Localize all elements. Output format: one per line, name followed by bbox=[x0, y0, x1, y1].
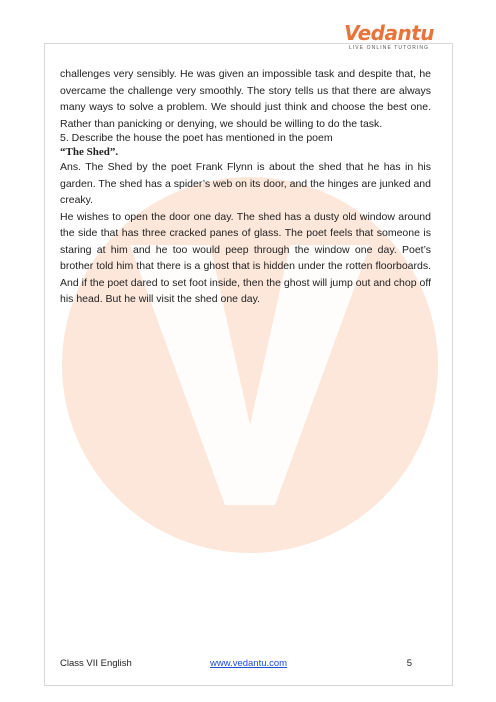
paragraph-details: He wishes to open the door one day. The shed has a dusty old window around the side that has three cracked panes of glass. The poet feels that someone is staring at him and he too would peep through the window one day. Poet’s brother told him that there is a ghost that is hidden under the rotten floorboards. And if the poet dared to set foot inside, then the ghost will jump out and chop off his head. But he will visit the shed one day. bbox=[60, 210, 431, 305]
logo-tagline: LIVE ONLINE TUTORING bbox=[348, 45, 430, 51]
page-number: 5 bbox=[406, 658, 412, 669]
logo-wordmark: Vedantu bbox=[344, 21, 434, 45]
paragraph-intro: challenges very sensibly. He was given an impossible task and despite that, he overcame the challenge very smoothly. The story tells us that there are always many ways to solve a problem. We should just think and choose the best one. Rather than panicking or denying, we should be willing to do the task. bbox=[60, 68, 431, 130]
footer-website-link[interactable]: www.vedantu.com bbox=[210, 658, 288, 669]
question-title: “The Shed”. bbox=[60, 146, 119, 158]
vedantu-logo bbox=[344, 22, 434, 51]
question-5: 5. Describe the house the poet has mentioned in the poem bbox=[60, 132, 333, 144]
answer-paragraph: Ans. The Shed by the poet Frank Flynn is about the shed that he has in his garden. The shed has a spider’s web on its door, and the hinges are junked and creaky. bbox=[60, 161, 431, 206]
footer-class-label: Class VII English bbox=[60, 658, 132, 669]
document-body bbox=[60, 66, 431, 308]
